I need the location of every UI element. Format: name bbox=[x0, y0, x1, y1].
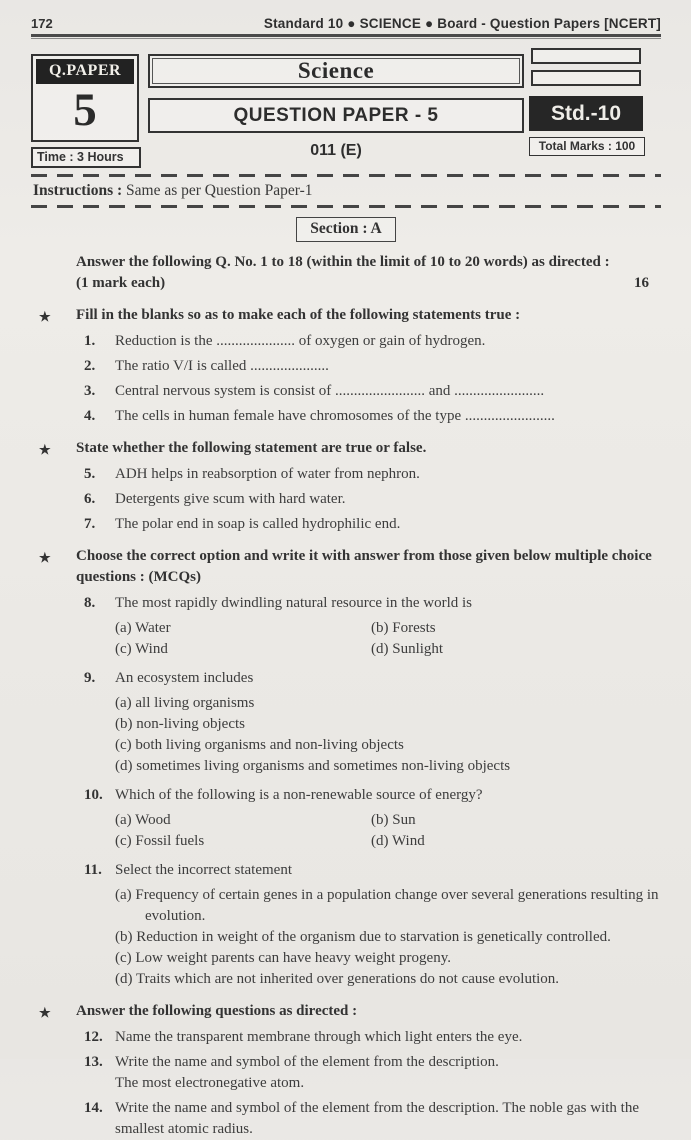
question-text: An ecosystem includes bbox=[115, 670, 254, 686]
question-number: 1. bbox=[84, 333, 96, 349]
instructions-line bbox=[33, 182, 661, 200]
paper-title-box bbox=[148, 98, 524, 133]
option-item: (a) Frequency of certain genes in a population change over several generations resulting in evolution. bbox=[115, 887, 659, 924]
mcq-options bbox=[115, 618, 661, 660]
intro-marks: 16 bbox=[634, 275, 649, 291]
option-item: (d) Traits which are not inherited over generations do not cause evolution. bbox=[115, 971, 560, 987]
option-item: (c) both living organisms and non-living objects bbox=[115, 737, 404, 753]
dashed-rule-bottom bbox=[31, 205, 661, 208]
instructions-label: Instructions : bbox=[33, 182, 123, 199]
option-item: (c) Fossil fuels bbox=[115, 833, 205, 849]
group-heading-text: Answer the following questions as directed : bbox=[76, 1003, 358, 1019]
question-text bbox=[115, 1052, 661, 1094]
option-item: (c) Wind bbox=[115, 641, 168, 657]
qpaper-box bbox=[31, 54, 139, 142]
page-number: 172 bbox=[31, 16, 53, 31]
section-intro bbox=[31, 252, 661, 294]
question-text: Detergents give scum with hard water. bbox=[115, 491, 346, 507]
intro-text: Answer the following Q. No. 1 to 18 (within the limit of 10 to 20 words) as directed : bbox=[76, 254, 610, 270]
question-text: Select the incorrect statement bbox=[115, 862, 293, 878]
question-text: Write the name and symbol of the element from the description. The noble gas with the smallest atomic radius. bbox=[115, 1100, 639, 1137]
question-number: 8. bbox=[84, 595, 96, 611]
question-number: 14. bbox=[84, 1100, 103, 1116]
masthead bbox=[31, 47, 661, 171]
option-item: (b) non-living objects bbox=[115, 716, 245, 732]
question-text: Name the transparent membrane through which light enters the eye. bbox=[115, 1029, 523, 1045]
question-number: 2. bbox=[84, 358, 96, 374]
std-badge-label: Std.-10 bbox=[550, 101, 621, 125]
group-heading bbox=[31, 546, 661, 588]
option-item: (b) Reduction in weight of the organism due to starvation is genetically controlled. bbox=[115, 929, 611, 945]
question-number: 10. bbox=[84, 787, 103, 803]
mcq-options bbox=[115, 885, 661, 990]
star-icon: ★ bbox=[39, 550, 51, 565]
paper-title: QUESTION PAPER - 5 bbox=[233, 104, 439, 126]
question-text: Central nervous system is consist of ........................ and ........................ bbox=[115, 383, 545, 399]
question-number: 3. bbox=[84, 383, 96, 399]
question-text: The ratio V/I is called ..................... bbox=[115, 358, 329, 374]
running-header bbox=[31, 16, 661, 31]
question-number: 12. bbox=[84, 1029, 103, 1045]
question bbox=[31, 785, 661, 806]
question bbox=[31, 668, 661, 689]
option-item: (d) sometimes living organisms and sometimes non-living objects bbox=[115, 758, 511, 774]
group-heading-text: State whether the following statement are true or false. bbox=[76, 440, 427, 456]
section-title: Section : A bbox=[296, 217, 395, 242]
question-group bbox=[31, 305, 661, 427]
group-heading-text: Fill in the blanks so as to make each of the following statements true : bbox=[76, 307, 521, 323]
time-box: Time : 3 Hours bbox=[31, 147, 141, 168]
question-text: The most rapidly dwindling natural resource in the world is bbox=[115, 595, 473, 611]
blank-box-bottom bbox=[531, 70, 641, 86]
option-item: (b) Sun bbox=[371, 812, 416, 828]
section-badge-wrap bbox=[31, 217, 661, 242]
question-text-line1: Write the name and symbol of the element from the description. bbox=[115, 1054, 499, 1070]
option-item: (b) Forests bbox=[371, 620, 436, 636]
question-group bbox=[31, 546, 661, 990]
question bbox=[31, 381, 661, 402]
star-icon: ★ bbox=[39, 309, 51, 324]
question-number: 5. bbox=[84, 466, 96, 482]
question bbox=[31, 1027, 661, 1048]
subject-title: Science bbox=[297, 58, 375, 83]
running-header-title: Standard 10 ● SCIENCE ● Board - Question Papers [NCERT] bbox=[263, 16, 661, 31]
question bbox=[31, 489, 661, 510]
qpaper-number: 5 bbox=[73, 84, 97, 136]
question-text: The polar end in soap is called hydrophilic end. bbox=[115, 516, 401, 532]
question-group bbox=[31, 438, 661, 535]
paper-code: 011 (E) bbox=[310, 142, 362, 159]
question bbox=[31, 331, 661, 352]
blank-box-top bbox=[531, 48, 641, 64]
question bbox=[31, 406, 661, 427]
intro-sub: (1 mark each) bbox=[76, 275, 166, 291]
option-item: (a) Wood bbox=[115, 812, 171, 828]
option-item: (a) Water bbox=[115, 620, 171, 636]
mcq-options bbox=[115, 810, 661, 852]
option-item: (c) Low weight parents can have heavy weight progeny. bbox=[115, 950, 451, 966]
total-marks-box: Total Marks : 100 bbox=[529, 137, 645, 156]
question-text: Which of the following is a non-renewable source of energy? bbox=[115, 787, 483, 803]
option-item: (d) Wind bbox=[371, 833, 425, 849]
star-icon: ★ bbox=[39, 442, 51, 457]
question-group bbox=[31, 1001, 661, 1140]
group-heading bbox=[31, 1001, 661, 1022]
question-number: 9. bbox=[84, 670, 96, 686]
question-number: 11. bbox=[84, 862, 102, 878]
std-badge bbox=[529, 96, 643, 131]
question bbox=[31, 514, 661, 535]
question-text: Reduction is the ..................... of oxygen or gain of hydrogen. bbox=[115, 333, 486, 349]
question-text: The cells in human female have chromosomes of the type ........................ bbox=[115, 408, 555, 424]
dashed-rule-top bbox=[31, 174, 661, 177]
qpaper-label: Q.PAPER bbox=[36, 59, 134, 84]
question-number: 4. bbox=[84, 408, 96, 424]
question-text: ADH helps in reabsorption of water from nephron. bbox=[115, 466, 420, 482]
instructions-text: Same as per Question Paper-1 bbox=[122, 182, 313, 199]
question bbox=[31, 860, 661, 881]
mcq-options bbox=[115, 693, 661, 777]
question-number: 7. bbox=[84, 516, 96, 532]
question bbox=[31, 1052, 661, 1094]
question bbox=[31, 1098, 661, 1140]
question bbox=[31, 464, 661, 485]
group-heading bbox=[31, 438, 661, 459]
subject-box bbox=[148, 54, 524, 88]
question bbox=[31, 356, 661, 377]
group-heading bbox=[31, 305, 661, 326]
question-text-line2: The most electronegative atom. bbox=[115, 1075, 305, 1091]
option-item: (a) all living organisms bbox=[115, 695, 255, 711]
option-item: (d) Sunlight bbox=[371, 641, 444, 657]
header-rule bbox=[31, 34, 661, 39]
group-heading-text: Choose the correct option and write it with answer from those given below multiple choice questions : (MCQs) bbox=[76, 548, 652, 585]
question bbox=[31, 593, 661, 614]
question-number: 6. bbox=[84, 491, 96, 507]
star-icon: ★ bbox=[39, 1005, 51, 1020]
question-number: 13. bbox=[84, 1054, 103, 1070]
